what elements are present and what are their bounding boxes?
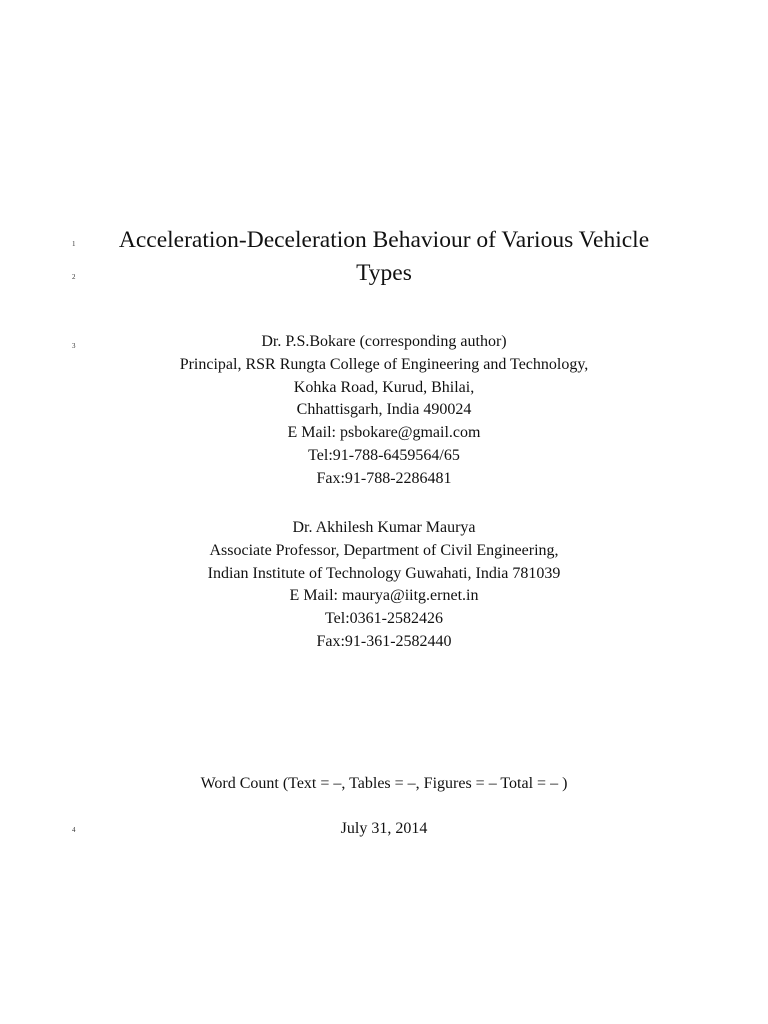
author-2-position: Associate Professor, Department of Civil Engineering, bbox=[209, 541, 559, 559]
author-2-tel: Tel:0361-2582426 bbox=[325, 610, 443, 628]
author-block-2 bbox=[0, 517, 768, 654]
line-number-1: 1 bbox=[72, 240, 76, 248]
word-count: Word Count (Text = –, Tables = –, Figures = – Total = – ) bbox=[200, 775, 568, 792]
author-2-institution: Indian Institute of Technology Guwahati, India 781039 bbox=[207, 564, 561, 582]
line-number-3: 3 bbox=[72, 342, 76, 350]
author-1-tel: Tel:91-788-6459564/65 bbox=[308, 446, 460, 464]
author-block-1 bbox=[0, 331, 768, 491]
author-1-name: Dr. P.S.Bokare (corresponding author) bbox=[261, 333, 507, 350]
paper-title-line-1: Acceleration-Deceleration Behaviour of Various Vehicle bbox=[118, 227, 650, 253]
paper-title-line-2: Types bbox=[356, 260, 412, 286]
line-number-2: 2 bbox=[72, 273, 76, 281]
line-number-4: 4 bbox=[72, 826, 76, 834]
document-date: July 31, 2014 bbox=[340, 820, 428, 837]
author-1-email: E Mail: psbokare@gmail.com bbox=[287, 424, 481, 442]
author-2-email: E Mail: maurya@iitg.ernet.in bbox=[289, 587, 479, 605]
author-1-address-line-1: Kohka Road, Kurud, Bhilai, bbox=[293, 378, 475, 396]
author-1-fax: Fax:91-788-2286481 bbox=[316, 469, 452, 487]
author-2-name: Dr. Akhilesh Kumar Maurya bbox=[292, 519, 476, 536]
author-2-fax: Fax:91-361-2582440 bbox=[316, 632, 452, 650]
author-1-position: Principal, RSR Rungta College of Engineering and Technology, bbox=[179, 355, 589, 373]
author-1-address-line-2: Chhattisgarh, India 490024 bbox=[296, 401, 472, 419]
